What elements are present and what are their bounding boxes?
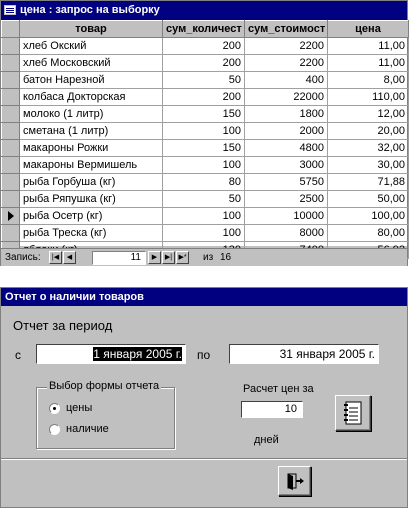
table-row[interactable] <box>2 123 409 140</box>
row-selector[interactable] <box>2 123 20 140</box>
cell-product[interactable]: хлеб Окский <box>20 38 163 55</box>
table-row[interactable] <box>2 174 409 191</box>
cell-quantity[interactable]: 150 <box>163 140 245 157</box>
cell-quantity[interactable]: 150 <box>163 106 245 123</box>
date-to-input[interactable]: 31 января 2005 г. <box>229 344 379 364</box>
report-form-window <box>0 287 408 508</box>
header-row <box>2 21 409 38</box>
datasheet-grid[interactable] <box>1 20 407 246</box>
nav-new-button[interactable] <box>176 251 189 264</box>
row-selector[interactable] <box>2 225 20 242</box>
nav-prev-button[interactable] <box>63 251 76 264</box>
record-label: Запись: <box>5 252 41 263</box>
column-header-quantity[interactable]: сум_количест <box>163 21 245 38</box>
record-total: 16 <box>220 252 232 263</box>
query-window-title: цена : запрос на выборку <box>20 4 160 16</box>
nav-last-icon: ▶| <box>164 254 173 261</box>
cell-price[interactable]: 32,00 <box>328 140 409 157</box>
cell-product[interactable]: колбаса Докторская <box>20 89 163 106</box>
row-selector[interactable] <box>2 89 20 106</box>
table-row[interactable] <box>2 208 409 225</box>
row-selector[interactable] <box>2 191 20 208</box>
nav-last-button[interactable] <box>162 251 175 264</box>
column-header-cost[interactable]: сум_стоимост <box>245 21 328 38</box>
cell-price[interactable]: 11,00 <box>328 55 409 72</box>
row-selector[interactable] <box>2 106 20 123</box>
table-row[interactable] <box>2 89 409 106</box>
table-row[interactable] <box>2 225 409 242</box>
cell-price[interactable]: 30,00 <box>328 157 409 174</box>
cell-product[interactable]: рыба Треска (кг) <box>20 225 163 242</box>
notebook-icon <box>336 396 370 430</box>
report-type-group-title: Выбор формы отчета <box>49 380 160 392</box>
price-calc-label: Расчет цен за <box>243 383 314 395</box>
date-from-selected-text: 1 января 2005 г. <box>93 347 182 361</box>
cell-quantity[interactable]: 100 <box>163 208 245 225</box>
row-selector[interactable] <box>2 55 20 72</box>
record-navigator <box>1 248 407 266</box>
nav-next-icon: ▶ <box>151 254 158 261</box>
cell-cost[interactable]: 5750 <box>245 174 328 191</box>
to-label: по <box>197 348 211 362</box>
cell-price[interactable]: 20,00 <box>328 123 409 140</box>
form-footer-divider <box>1 458 407 460</box>
exit-button[interactable] <box>278 466 311 496</box>
cell-cost[interactable]: 2200 <box>245 55 328 72</box>
cell-price[interactable]: 71,88 <box>328 174 409 191</box>
cell-quantity[interactable]: 100 <box>163 225 245 242</box>
table-row[interactable] <box>2 72 409 89</box>
select-all-corner[interactable] <box>2 21 20 38</box>
nav-new-icon: ▶* <box>178 254 187 261</box>
cell-product[interactable]: хлеб Московский <box>20 55 163 72</box>
row-selector[interactable] <box>2 72 20 89</box>
days-label: дней <box>254 434 279 446</box>
query-window-titlebar[interactable] <box>1 1 407 20</box>
table-row[interactable] <box>2 157 409 174</box>
radio-prices-circle[interactable] <box>49 403 60 414</box>
cell-product[interactable]: рыба Осетр (кг) <box>20 208 163 225</box>
radio-option-prices[interactable] <box>49 402 92 414</box>
nav-next-button[interactable] <box>148 251 161 264</box>
cell-price[interactable]: 8,00 <box>328 72 409 89</box>
datasheet-table <box>1 20 409 259</box>
cell-product[interactable]: сметана (1 литр) <box>20 123 163 140</box>
open-report-button[interactable] <box>335 395 371 431</box>
report-heading: Отчет за период <box>13 318 113 333</box>
row-selector[interactable] <box>2 157 20 174</box>
cell-cost[interactable]: 22000 <box>245 89 328 106</box>
column-header-product[interactable]: товар <box>20 21 163 38</box>
cell-quantity[interactable]: 100 <box>163 157 245 174</box>
cell-product[interactable]: макароны Вермишель <box>20 157 163 174</box>
cell-product[interactable]: молоко (1 литр) <box>20 106 163 123</box>
cell-cost[interactable]: 2000 <box>245 123 328 140</box>
radio-prices-label: цены <box>66 402 93 414</box>
cell-product[interactable]: макароны Рожки <box>20 140 163 157</box>
table-row[interactable] <box>2 38 409 55</box>
cell-cost[interactable]: 8000 <box>245 225 328 242</box>
nav-first-button[interactable] <box>49 251 62 264</box>
cell-cost[interactable]: 4800 <box>245 140 328 157</box>
cell-quantity[interactable]: 50 <box>163 191 245 208</box>
record-of-label: из <box>203 252 214 263</box>
cell-cost[interactable]: 400 <box>245 72 328 89</box>
table-row[interactable] <box>2 55 409 72</box>
cell-cost[interactable]: 10000 <box>245 208 328 225</box>
date-from-input[interactable] <box>36 344 186 364</box>
column-header-price[interactable]: цена <box>328 21 409 38</box>
row-selector[interactable] <box>2 208 20 225</box>
cell-price[interactable]: 11,00 <box>328 38 409 55</box>
cell-cost[interactable]: 2200 <box>245 38 328 55</box>
nav-prev-icon: ◀ <box>66 254 73 261</box>
radio-option-availability[interactable] <box>49 423 109 435</box>
table-row[interactable] <box>2 106 409 123</box>
report-type-group <box>36 380 175 449</box>
nav-first-icon: |◀ <box>51 254 60 261</box>
cell-price[interactable]: 50,00 <box>328 191 409 208</box>
table-row[interactable] <box>2 191 409 208</box>
record-number-input[interactable]: 11 <box>92 251 146 265</box>
cell-quantity[interactable]: 200 <box>163 55 245 72</box>
radio-availability-circle[interactable] <box>49 424 60 435</box>
cell-quantity[interactable]: 100 <box>163 123 245 140</box>
cell-price[interactable]: 80,00 <box>328 225 409 242</box>
cell-quantity[interactable]: 200 <box>163 38 245 55</box>
cell-product[interactable]: батон Нарезной <box>20 72 163 89</box>
cell-quantity[interactable]: 80 <box>163 174 245 191</box>
cell-price[interactable]: 110,00 <box>328 89 409 106</box>
cell-product[interactable]: рыба Горбуша (кг) <box>20 174 163 191</box>
row-selector[interactable] <box>2 174 20 191</box>
query-datasheet-icon <box>4 5 16 15</box>
cell-product[interactable]: рыба Ряпушка (кг) <box>20 191 163 208</box>
table-row[interactable] <box>2 140 409 157</box>
row-selector[interactable] <box>2 38 20 55</box>
cell-cost[interactable]: 1800 <box>245 106 328 123</box>
exit-door-icon <box>279 467 310 495</box>
radio-availability-label: наличие <box>66 423 109 435</box>
cell-price[interactable]: 12,00 <box>328 106 409 123</box>
report-form-title[interactable]: Отчет о наличии товаров <box>1 288 407 306</box>
days-input[interactable]: 10 <box>241 401 303 418</box>
cell-price[interactable]: 100,00 <box>328 208 409 225</box>
cell-cost[interactable]: 2500 <box>245 191 328 208</box>
cell-quantity[interactable]: 50 <box>163 72 245 89</box>
row-selector[interactable] <box>2 140 20 157</box>
cell-quantity[interactable]: 200 <box>163 89 245 106</box>
cell-cost[interactable]: 3000 <box>245 157 328 174</box>
from-label: с <box>15 348 21 362</box>
